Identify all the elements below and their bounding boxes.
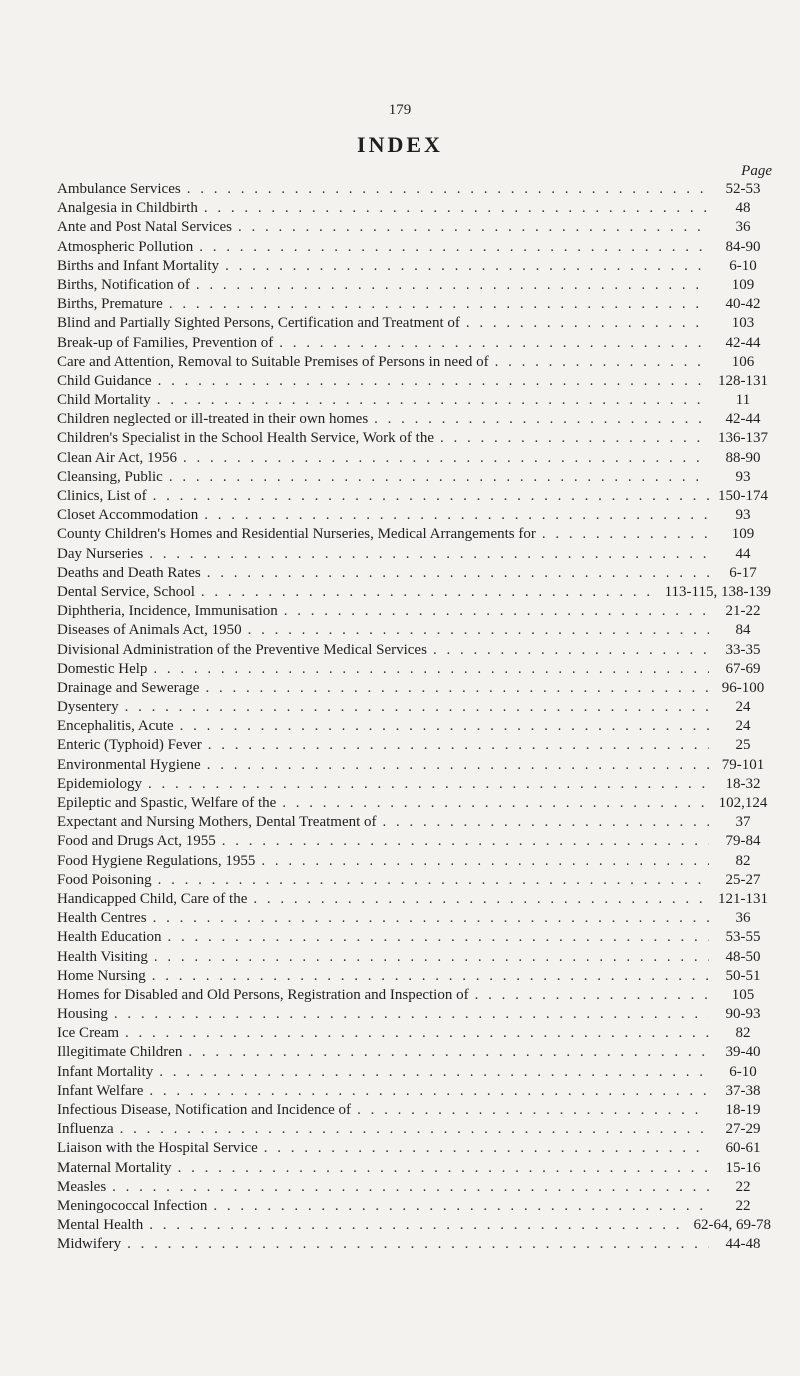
entry-pages: 90-93 <box>725 1006 761 1023</box>
dot-leader <box>433 641 709 660</box>
entry-label: Health Education <box>57 929 162 946</box>
dot-leader <box>495 353 709 372</box>
index-entry <box>57 909 771 928</box>
dot-leader <box>542 525 709 544</box>
entry-label: Births, Notification of <box>57 276 190 293</box>
entry-pages: 48 <box>735 200 751 217</box>
entry-pages: 6-10 <box>729 257 757 274</box>
entry-pages: 40-42 <box>725 296 761 313</box>
index-list <box>57 180 771 1255</box>
index-entry <box>57 890 771 909</box>
index-entry <box>57 218 771 237</box>
index-entry <box>57 180 771 199</box>
index-entry <box>57 429 771 448</box>
dot-leader <box>125 1024 709 1043</box>
entry-pages: 50-51 <box>725 967 761 984</box>
dot-leader <box>169 295 709 314</box>
entry-label: Epileptic and Spastic, Welfare of the <box>57 795 277 811</box>
index-entry <box>57 334 771 353</box>
dot-leader <box>187 180 709 199</box>
entry-label: Ante and Post Natal Services <box>57 219 232 236</box>
entry-label: Births, Premature <box>57 296 163 313</box>
dot-leader <box>153 660 709 679</box>
entry-pages: 109 <box>731 276 755 293</box>
entry-label: Liaison with the Hospital Service <box>57 1140 258 1157</box>
entry-label: Infectious Disease, Notification and Incidence of <box>57 1102 352 1118</box>
entry-pages: 33-35 <box>725 641 761 658</box>
entry-pages: 27-29 <box>725 1121 761 1138</box>
index-entry <box>57 832 771 851</box>
index-entry <box>57 487 771 506</box>
index-entry <box>57 295 771 314</box>
entry-pages: 62-64, 69-78 <box>693 1217 771 1234</box>
entry-label: Food Hygiene Regulations, 1955 <box>57 852 256 869</box>
dot-leader <box>357 1101 709 1120</box>
dot-leader <box>374 410 709 429</box>
index-entry <box>57 794 771 813</box>
dot-leader <box>183 449 709 468</box>
entry-label: Measles <box>57 1178 107 1195</box>
dot-leader <box>112 1178 709 1197</box>
entry-pages: 84-90 <box>725 238 761 255</box>
entry-pages: 24 <box>735 718 751 735</box>
entry-label: Drainage and Sewerage <box>57 679 200 696</box>
index-entry <box>57 1235 771 1254</box>
entry-label: Diseases of Animals Act, 1950 <box>57 622 242 639</box>
index-entry <box>57 948 771 967</box>
dot-leader <box>284 602 709 621</box>
entry-label: Expectant and Nursing Mothers, Dental Treatment of <box>57 814 377 831</box>
entry-pages: 136-137 <box>718 430 768 447</box>
index-entry <box>57 1101 771 1120</box>
entry-pages: 42-44 <box>725 334 761 351</box>
index-entry <box>57 736 771 755</box>
dot-leader <box>466 314 709 333</box>
index-entry <box>57 679 771 698</box>
index-entry <box>57 468 771 487</box>
entry-label: Mental Health <box>57 1217 144 1234</box>
entry-pages: 22 <box>735 1178 751 1195</box>
index-entry <box>57 967 771 986</box>
entry-pages: 79-101 <box>721 756 765 773</box>
entry-label: Encephalitis, Acute <box>57 718 174 735</box>
entry-pages: 15-16 <box>725 1159 761 1176</box>
dot-leader <box>149 1082 709 1101</box>
entry-label: Ambulance Services <box>57 181 181 197</box>
dot-leader <box>149 545 709 564</box>
entry-label: Clinics, List of <box>57 488 147 504</box>
entry-pages: 52-53 <box>725 181 761 197</box>
entry-pages: 6-10 <box>729 1063 757 1080</box>
index-entry <box>57 257 771 276</box>
dot-leader <box>440 429 709 448</box>
dot-leader <box>261 852 709 871</box>
entry-pages: 102,124 <box>718 795 768 811</box>
entry-label: Births and Infant Mortality <box>57 257 220 274</box>
index-entry <box>57 238 771 257</box>
dot-leader <box>158 372 709 391</box>
entry-pages: 93 <box>735 468 751 485</box>
entry-pages: 109 <box>731 526 755 543</box>
index-entry <box>57 391 771 410</box>
dot-leader <box>205 679 709 698</box>
dot-leader <box>154 948 709 967</box>
entry-pages: 42-44 <box>725 411 761 428</box>
dot-leader <box>213 1197 709 1216</box>
entry-label: Enteric (Typhoid) Fever <box>57 737 202 754</box>
index-entry <box>57 602 771 621</box>
entry-label: Home Nursing <box>57 967 146 984</box>
dot-leader <box>238 218 709 237</box>
entry-pages: 44 <box>735 545 751 562</box>
index-entry <box>57 449 771 468</box>
index-entry <box>57 506 771 525</box>
dot-leader <box>475 986 709 1005</box>
index-entry <box>57 1120 771 1139</box>
dot-leader <box>383 813 709 832</box>
entry-label: Illegitimate Children <box>57 1044 183 1061</box>
index-entry <box>57 1197 771 1216</box>
entry-label: Dental Service, School <box>57 583 195 600</box>
entry-label: Health Visiting <box>57 948 148 965</box>
entry-label: Cleansing, Public <box>57 468 163 485</box>
entry-pages: 11 <box>735 392 751 409</box>
page-number: 179 <box>388 102 412 118</box>
index-entry <box>57 1043 771 1062</box>
index-entry <box>57 813 771 832</box>
entry-pages: 128-131 <box>718 372 768 389</box>
entry-label: Influenza <box>57 1121 114 1138</box>
dot-leader <box>282 794 709 813</box>
dot-leader <box>159 1063 709 1082</box>
entry-pages: 82 <box>735 1025 751 1042</box>
dot-leader <box>158 871 709 890</box>
index-entry <box>57 410 771 429</box>
entry-label: Analgesia in Childbirth <box>57 200 198 217</box>
entry-label: Environmental Hygiene <box>57 756 201 773</box>
index-entry <box>57 698 771 717</box>
entry-label: Food Poisoning <box>57 871 152 888</box>
dot-leader <box>153 487 709 506</box>
index-entry <box>57 276 771 295</box>
entry-pages: 48-50 <box>725 948 761 965</box>
index-entry <box>57 353 771 372</box>
entry-pages: 121-131 <box>718 890 768 907</box>
entry-pages: 67-69 <box>725 660 761 677</box>
entry-pages: 106 <box>731 353 755 370</box>
entry-pages: 60-61 <box>725 1140 761 1157</box>
entry-pages: 18-32 <box>725 775 761 792</box>
index-entry <box>57 583 771 602</box>
index-entry <box>57 1005 771 1024</box>
entry-pages: 25-27 <box>725 871 761 888</box>
dot-leader <box>125 698 709 717</box>
entry-pages: 39-40 <box>725 1044 761 1061</box>
entry-pages: 25 <box>735 737 751 754</box>
dot-leader <box>180 717 709 736</box>
entry-label: Meningococcal Infection <box>57 1197 208 1214</box>
dot-leader <box>196 276 709 295</box>
entry-label: Clean Air Act, 1956 <box>57 449 177 466</box>
entry-pages: 53-55 <box>725 929 761 946</box>
entry-label: Closet Accommodation <box>57 507 199 524</box>
dot-leader <box>207 564 709 583</box>
index-entry <box>57 1139 771 1158</box>
index-entry <box>57 1159 771 1178</box>
index-entry <box>57 775 771 794</box>
entry-pages: 6-17 <box>729 564 757 581</box>
index-entry <box>57 641 771 660</box>
entry-label: Ice Cream <box>57 1025 120 1042</box>
entry-label: Maternal Mortality <box>57 1159 172 1176</box>
entry-label: Children's Specialist in the School Health Service, Work of the <box>57 430 434 447</box>
entry-label: Divisional Administration of the Preventive Medical Services <box>57 641 427 658</box>
index-entry <box>57 717 771 736</box>
index-entry <box>57 199 771 218</box>
entry-label: Infant Welfare <box>57 1082 144 1099</box>
dot-leader <box>178 1159 709 1178</box>
entry-label: Dysentery <box>57 699 119 716</box>
entry-pages: 36 <box>735 219 751 236</box>
entry-label: Atmospheric Pollution <box>57 238 194 255</box>
index-entry <box>57 1178 771 1197</box>
entry-pages: 44-48 <box>725 1236 761 1253</box>
entry-label: Deaths and Death Rates <box>57 564 201 581</box>
entry-pages: 84 <box>735 622 751 639</box>
entry-pages: 113-115, 138-139 <box>664 583 771 600</box>
dot-leader <box>204 199 709 218</box>
entry-pages: 18-19 <box>725 1102 761 1118</box>
index-entry <box>57 314 771 333</box>
entry-label: Health Centres <box>57 910 147 927</box>
entry-label: Infant Mortality <box>57 1063 154 1080</box>
entry-pages: 37-38 <box>725 1082 761 1099</box>
entry-pages: 24 <box>735 699 751 716</box>
dot-leader <box>153 909 709 928</box>
dot-leader <box>264 1139 709 1158</box>
entry-pages: 96-100 <box>721 679 765 696</box>
index-entry <box>57 986 771 1005</box>
entry-pages: 105 <box>731 986 755 1003</box>
index-entry <box>57 928 771 947</box>
entry-label: Domestic Help <box>57 660 148 677</box>
entry-label: County Children's Homes and Residential Nurseries, Medical Arrangements for <box>57 526 536 543</box>
dot-leader <box>120 1120 709 1139</box>
entry-label: Break-up of Families, Prevention of <box>57 334 274 351</box>
index-entry <box>57 372 771 391</box>
index-entry <box>57 1024 771 1043</box>
dot-leader <box>199 238 709 257</box>
index-entry <box>57 756 771 775</box>
entry-label: Child Guidance <box>57 372 152 389</box>
entry-pages: 82 <box>735 852 751 869</box>
dot-leader <box>148 775 709 794</box>
dot-leader <box>279 334 709 353</box>
entry-pages: 22 <box>735 1197 751 1214</box>
index-entry <box>57 852 771 871</box>
dot-leader <box>253 890 709 909</box>
index-entry <box>57 1082 771 1101</box>
entry-label: Midwifery <box>57 1236 122 1253</box>
dot-leader <box>157 391 709 410</box>
index-entry <box>57 564 771 583</box>
dot-leader <box>114 1005 709 1024</box>
entry-pages: 79-84 <box>725 833 761 850</box>
entry-pages: 103 <box>731 315 755 332</box>
dot-leader <box>127 1235 709 1254</box>
entry-label: Housing <box>57 1006 108 1023</box>
dot-leader <box>222 832 709 851</box>
index-entry <box>57 871 771 890</box>
entry-pages: 88-90 <box>725 449 761 466</box>
dot-leader <box>204 506 709 525</box>
entry-label: Diphtheria, Incidence, Immunisation <box>57 603 278 620</box>
index-entry <box>57 660 771 679</box>
entry-pages: 36 <box>735 910 751 927</box>
index-entry <box>57 1063 771 1082</box>
page-column-heading: Page <box>741 163 772 179</box>
entry-pages: 37 <box>735 814 751 831</box>
entry-label: Care and Attention, Removal to Suitable Premises of Persons in need of <box>57 353 489 370</box>
entry-pages: 21-22 <box>725 603 761 620</box>
index-entry <box>57 545 771 564</box>
index-entry <box>57 525 771 544</box>
entry-label: Child Mortality <box>57 392 151 409</box>
entry-label: Blind and Partially Sighted Persons, Certification and Treatment of <box>57 315 460 332</box>
dot-leader <box>225 257 709 276</box>
entry-label: Handicapped Child, Care of the <box>57 890 248 907</box>
dot-leader <box>149 1216 687 1235</box>
index-entry <box>57 1216 771 1235</box>
entry-pages: 150-174 <box>718 488 768 504</box>
entry-label: Food and Drugs Act, 1955 <box>57 833 216 850</box>
entry-label: Epidemiology <box>57 775 142 792</box>
dot-leader <box>152 967 709 986</box>
entry-label: Day Nurseries <box>57 545 144 562</box>
entry-label: Homes for Disabled and Old Persons, Registration and Inspection of <box>57 986 469 1003</box>
dot-leader <box>248 621 709 640</box>
dot-leader <box>207 756 709 775</box>
entry-pages: 93 <box>735 507 751 524</box>
dot-leader <box>188 1043 709 1062</box>
dot-leader <box>168 928 709 947</box>
entry-label: Children neglected or ill-treated in their own homes <box>57 411 369 428</box>
dot-leader <box>169 468 709 487</box>
dot-leader <box>208 736 709 755</box>
dot-leader <box>201 583 659 602</box>
page-title: INDEX <box>357 132 443 157</box>
index-entry <box>57 621 771 640</box>
